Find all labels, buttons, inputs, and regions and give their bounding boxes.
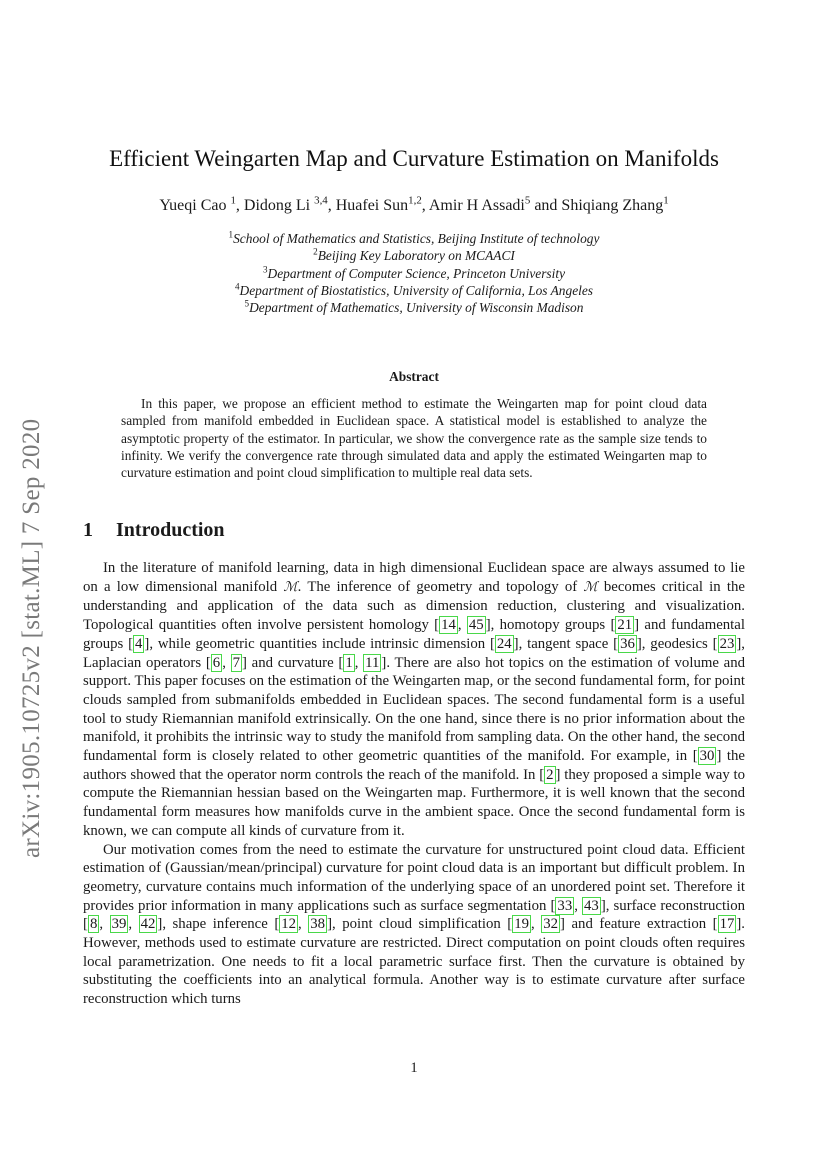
section-number: 1 [83,519,93,541]
citation-link[interactable]: 42 [140,916,156,933]
citation-link[interactable]: 8 [89,916,98,933]
author-separator: , [421,197,429,214]
affiliation-text: Department of Biostatistics, University of California, Los Angeles [239,282,594,298]
citation-link[interactable]: 21 [617,617,633,634]
citation-link[interactable]: 1 [345,654,353,671]
text-run: ], surface reconstruction [ [83,897,745,933]
citation-link[interactable]: 6 [212,654,221,671]
author-name: Didong Li [243,197,315,214]
author-affiliation-mark: 5 [524,194,531,207]
text-run: ] the authors showed that the operator norm controls the reach of the manifold. In [ [83,748,745,783]
text-run: ] they proposed a simple way to compute the Riemannian hessian based on the Weingarten map. Furthermore, it is well known that the second fundamental form measures how manifolds curve in the ambient space. Once the second fundamental form is known, we can compute all kinds of curvature from it. [83,766,746,839]
abstract-body: In this paper, we propose an efficient method to estimate the Weingarten map for point cloud data sampled from manifold embedded in Euclidean space. A statistical model is established to analyze the asymptotic property of the estimator. In particular, we show the convergence rate as the sample size tends to infinity. We verify the convergence rate through simulated data and apply the estimated Weingarten map to curvature estimation and point cloud simplification to multiple real data sets. [121,396,707,481]
affiliation-mark: 4 [234,281,240,292]
text-run: ], while geometric quantities include intrinsic dimension [ [144,635,495,652]
text-run: ] and curvature [ [242,654,344,671]
page-number: 1 [410,1060,418,1076]
affiliation [0,247,828,264]
citation-link[interactable]: 4 [135,635,143,652]
affiliation [0,265,828,282]
affiliation-mark: 3 [262,264,268,275]
text-run: ] and fundamental groups [ [83,617,745,652]
text-run: , [354,654,364,671]
text-run: . The inference of geometry and topology of [297,578,584,595]
affiliation-text: Beijing Key Laboratory on MCAACI [317,248,515,264]
author-separator: , [327,197,336,214]
text-run: , [222,654,231,671]
author-separator: and [530,197,562,214]
author-affiliation-mark: 1 [230,194,236,207]
affiliation [0,230,828,247]
affiliation-text: Department of Computer Science, Princeton University [267,265,566,281]
affiliation-text: School of Mathematics and Statistics, Beijing Institute of technology [233,231,600,246]
author-affiliation-mark: 1 [663,194,669,207]
text-run: becomes critical in the understanding and application of the data such as dimension reduction, clustering and visualization. Topological quantities often involve persistent homology [ [83,578,745,634]
paper-title: Efficient Weingarten Map and Curvature Estimation on Manifolds [109,146,719,171]
section-title: Introduction [116,519,225,541]
text-run: ]. However, methods used to estimate curvature are restricted. Direct computation on point clouds often requires local parametrization. One needs to fit a local parametric surface first. Then the curvature is obtained by substituting the coefficients into an analytical formula. Another way is to estimate curvature after surface reconstruction which turns [83,916,745,1008]
text-run: ], homotopy groups [ [485,617,616,634]
text-run: ], tangent space [ [513,635,619,652]
author-name: Huafei Sun [335,197,409,214]
author-separator: , [235,197,244,214]
text-run: ], point cloud simplification [ [327,916,513,933]
affiliation-list [0,230,828,316]
text-run: , [457,617,467,634]
citation-link[interactable]: 36 [620,635,635,652]
citation-link[interactable]: 38 [310,916,326,933]
section-heading [83,519,225,542]
citation-link[interactable]: 43 [584,897,599,914]
text-run: In the literature of manifold learning, data in high dimensional Euclidean space are always assumed to lie on a low dimensional manifold [83,560,745,595]
affiliation [0,282,828,299]
author-affiliation-mark: 3,4 [314,194,328,207]
affiliation-mark: 1 [228,229,234,240]
affiliation-mark: 2 [313,246,318,257]
text-run: ]. There are also hot topics on the estimation of volume and support. This paper focuses on the estimation of the Weingarten map, or the second fundamental form, for point clouds sampled from submanifolds embedded in Euclidean spaces. The second fundamental form is a useful tool to study Riemannian manifold extrinsically. On the one hand, since there is no prior information about the manifold, it prohibits the intrinsic way to study the manifold from sampling data. On the other hand, the second fundamental form is closely related to other geometric quantities of the manifold. For example, in [ [83,654,746,765]
citation-link[interactable]: 12 [281,916,297,933]
text-run: , [128,916,139,933]
affiliation [0,299,828,316]
math-symbol: ℳ [283,579,298,595]
citation-link[interactable]: 32 [543,916,559,933]
affiliation-text: Department of Mathematics, University of Wisconsin Madison [249,300,584,316]
text-run: , [574,897,583,914]
text-run: ], shape inference [ [157,916,280,933]
body-paragraph [83,559,745,841]
author-name: Shiqiang Zhang [561,197,664,214]
citation-link[interactable]: 33 [557,897,573,914]
introduction-body [83,559,745,1009]
text-run: Our motivation comes from the need to estimate the curvature for unstructured point cloud data. Efficient estimation of (Gaussian/mean/principal) curvature for point cloud data is an important but difficult problem. In geometry, curvature contains much information of the underlying space of an unordered point set. Therefore it provides prior information in many applications such as surface segmentation [ [83,841,745,914]
math-symbol: ℳ [583,579,598,595]
affiliation-mark: 5 [244,298,250,309]
text-run: ], Laplacian operators [ [83,635,745,671]
citation-link[interactable]: 39 [111,916,127,933]
citation-link[interactable]: 24 [496,635,512,652]
text-run: ] and feature extraction [ [560,916,718,933]
citation-link[interactable]: 19 [514,916,529,933]
body-paragraph [83,841,745,1009]
text-run: ], geodesics [ [636,635,718,652]
author-list [0,194,828,215]
abstract-heading: Abstract [389,369,439,384]
citation-link[interactable]: 11 [365,654,380,671]
citation-link[interactable]: 45 [468,617,484,634]
text-run: , [531,916,542,933]
author-name: Yueqi Cao [159,197,231,214]
citation-link[interactable]: 17 [719,916,735,933]
text-run: , [298,916,309,933]
arxiv-identifier: arXiv:1905.10725v2 [stat.ML] 7 Sep 2020 [18,418,45,858]
citation-link[interactable]: 14 [441,617,456,634]
author-affiliation-mark: 1,2 [408,194,422,207]
author-name: Amir H Assadi [428,197,525,214]
citation-link[interactable]: 7 [232,654,241,671]
citation-link[interactable]: 23 [719,635,735,652]
text-run: , [99,916,110,933]
citation-link[interactable]: 30 [699,748,715,765]
citation-link[interactable]: 2 [546,766,554,783]
